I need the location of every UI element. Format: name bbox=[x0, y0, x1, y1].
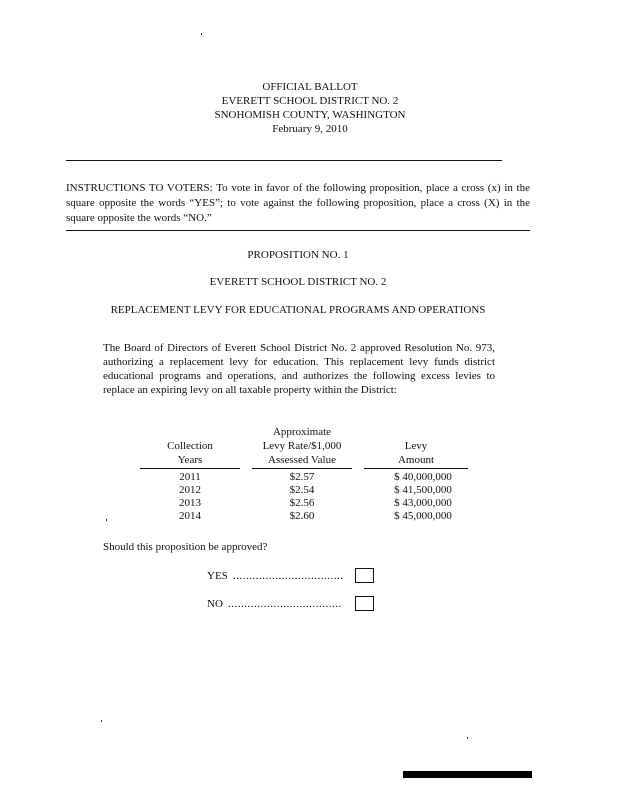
scan-speck bbox=[101, 720, 102, 722]
proposition-district: EVERETT SCHOOL DISTRICT NO. 2 bbox=[209, 276, 387, 288]
row-year: 2014 bbox=[179, 510, 201, 522]
header-collection-label: Collection bbox=[167, 440, 213, 452]
yes-checkbox[interactable] bbox=[355, 568, 374, 583]
scan-bar-mark bbox=[403, 771, 532, 778]
levy-title: REPLACEMENT LEVY FOR EDUCATIONAL PROGRAMS AND OPERATIONS bbox=[110, 304, 486, 316]
instructions-rule bbox=[66, 230, 530, 231]
table-row bbox=[140, 510, 468, 523]
top-rule bbox=[66, 160, 502, 161]
district-name: EVERETT SCHOOL DISTRICT NO. 2 bbox=[221, 95, 399, 107]
row-year: 2012 bbox=[179, 484, 201, 496]
header-levy-label: Levy bbox=[404, 440, 428, 452]
row-rate: $2.54 bbox=[289, 484, 315, 496]
header-amount-label: Amount bbox=[364, 453, 468, 469]
county-name: SNOHOMISH COUNTY, WASHINGTON bbox=[214, 109, 406, 121]
table-row bbox=[140, 484, 468, 497]
scan-speck bbox=[467, 737, 468, 739]
no-leader-dots: ................................... bbox=[228, 598, 342, 610]
scan-speck bbox=[201, 33, 202, 35]
row-rate: $2.57 bbox=[289, 471, 315, 483]
yes-leader-dots: .................................. bbox=[233, 570, 344, 582]
row-rate: $2.56 bbox=[289, 497, 315, 509]
row-rate: $2.60 bbox=[289, 510, 315, 522]
yes-label: YES bbox=[207, 570, 228, 582]
header-collection-years bbox=[140, 425, 240, 471]
row-amount: $ 43,000,000 bbox=[394, 497, 452, 509]
header-approximate-label: Approximate bbox=[272, 426, 332, 438]
header-levy-rate bbox=[252, 425, 352, 471]
header-levy-amount bbox=[364, 425, 468, 471]
scan-speck bbox=[106, 519, 107, 521]
header-years-label: Years bbox=[140, 453, 240, 469]
row-year: 2011 bbox=[179, 471, 201, 483]
election-date: February 9, 2010 bbox=[272, 123, 348, 135]
row-amount: $ 40,000,000 bbox=[394, 471, 452, 483]
no-checkbox[interactable] bbox=[355, 596, 374, 611]
levy-table bbox=[140, 425, 468, 523]
table-row bbox=[140, 497, 468, 510]
table-row bbox=[140, 471, 468, 484]
row-year: 2013 bbox=[179, 497, 201, 509]
vote-option-yes bbox=[207, 568, 377, 585]
approval-question: Should this proposition be approved? bbox=[103, 541, 268, 553]
row-amount: $ 41,500,000 bbox=[394, 484, 452, 496]
row-amount: $ 45,000,000 bbox=[394, 510, 452, 522]
header-levy-rate-label: Levy Rate/$1,000 bbox=[262, 440, 342, 452]
levy-table-header-row bbox=[140, 425, 468, 471]
header-assessed-value-label: Assessed Value bbox=[252, 453, 352, 469]
proposition-body: The Board of Directors of Everett School District No. 2 approved Resolution No. 973, authorizing a replacement levy for education. This replacement levy funds district educational programs and operations, and authorizes the following excess levies to replace an expiring levy on all taxable property within the District: bbox=[103, 342, 495, 396]
header-spacer bbox=[240, 425, 252, 471]
header-spacer bbox=[352, 425, 364, 471]
ballot-header bbox=[0, 80, 620, 136]
vote-option-no bbox=[207, 596, 377, 613]
ballot-title: OFFICIAL BALLOT bbox=[262, 81, 358, 93]
voter-instructions: INSTRUCTIONS TO VOTERS: To vote in favor of the following proposition, place a cross (x) in the square opposite the words “YES”; to vote against the following proposition, place a cross (X) in the square opposite the words “NO.” bbox=[66, 182, 530, 224]
proposition-title: PROPOSITION NO. 1 bbox=[247, 249, 349, 261]
no-label: NO bbox=[207, 598, 223, 610]
